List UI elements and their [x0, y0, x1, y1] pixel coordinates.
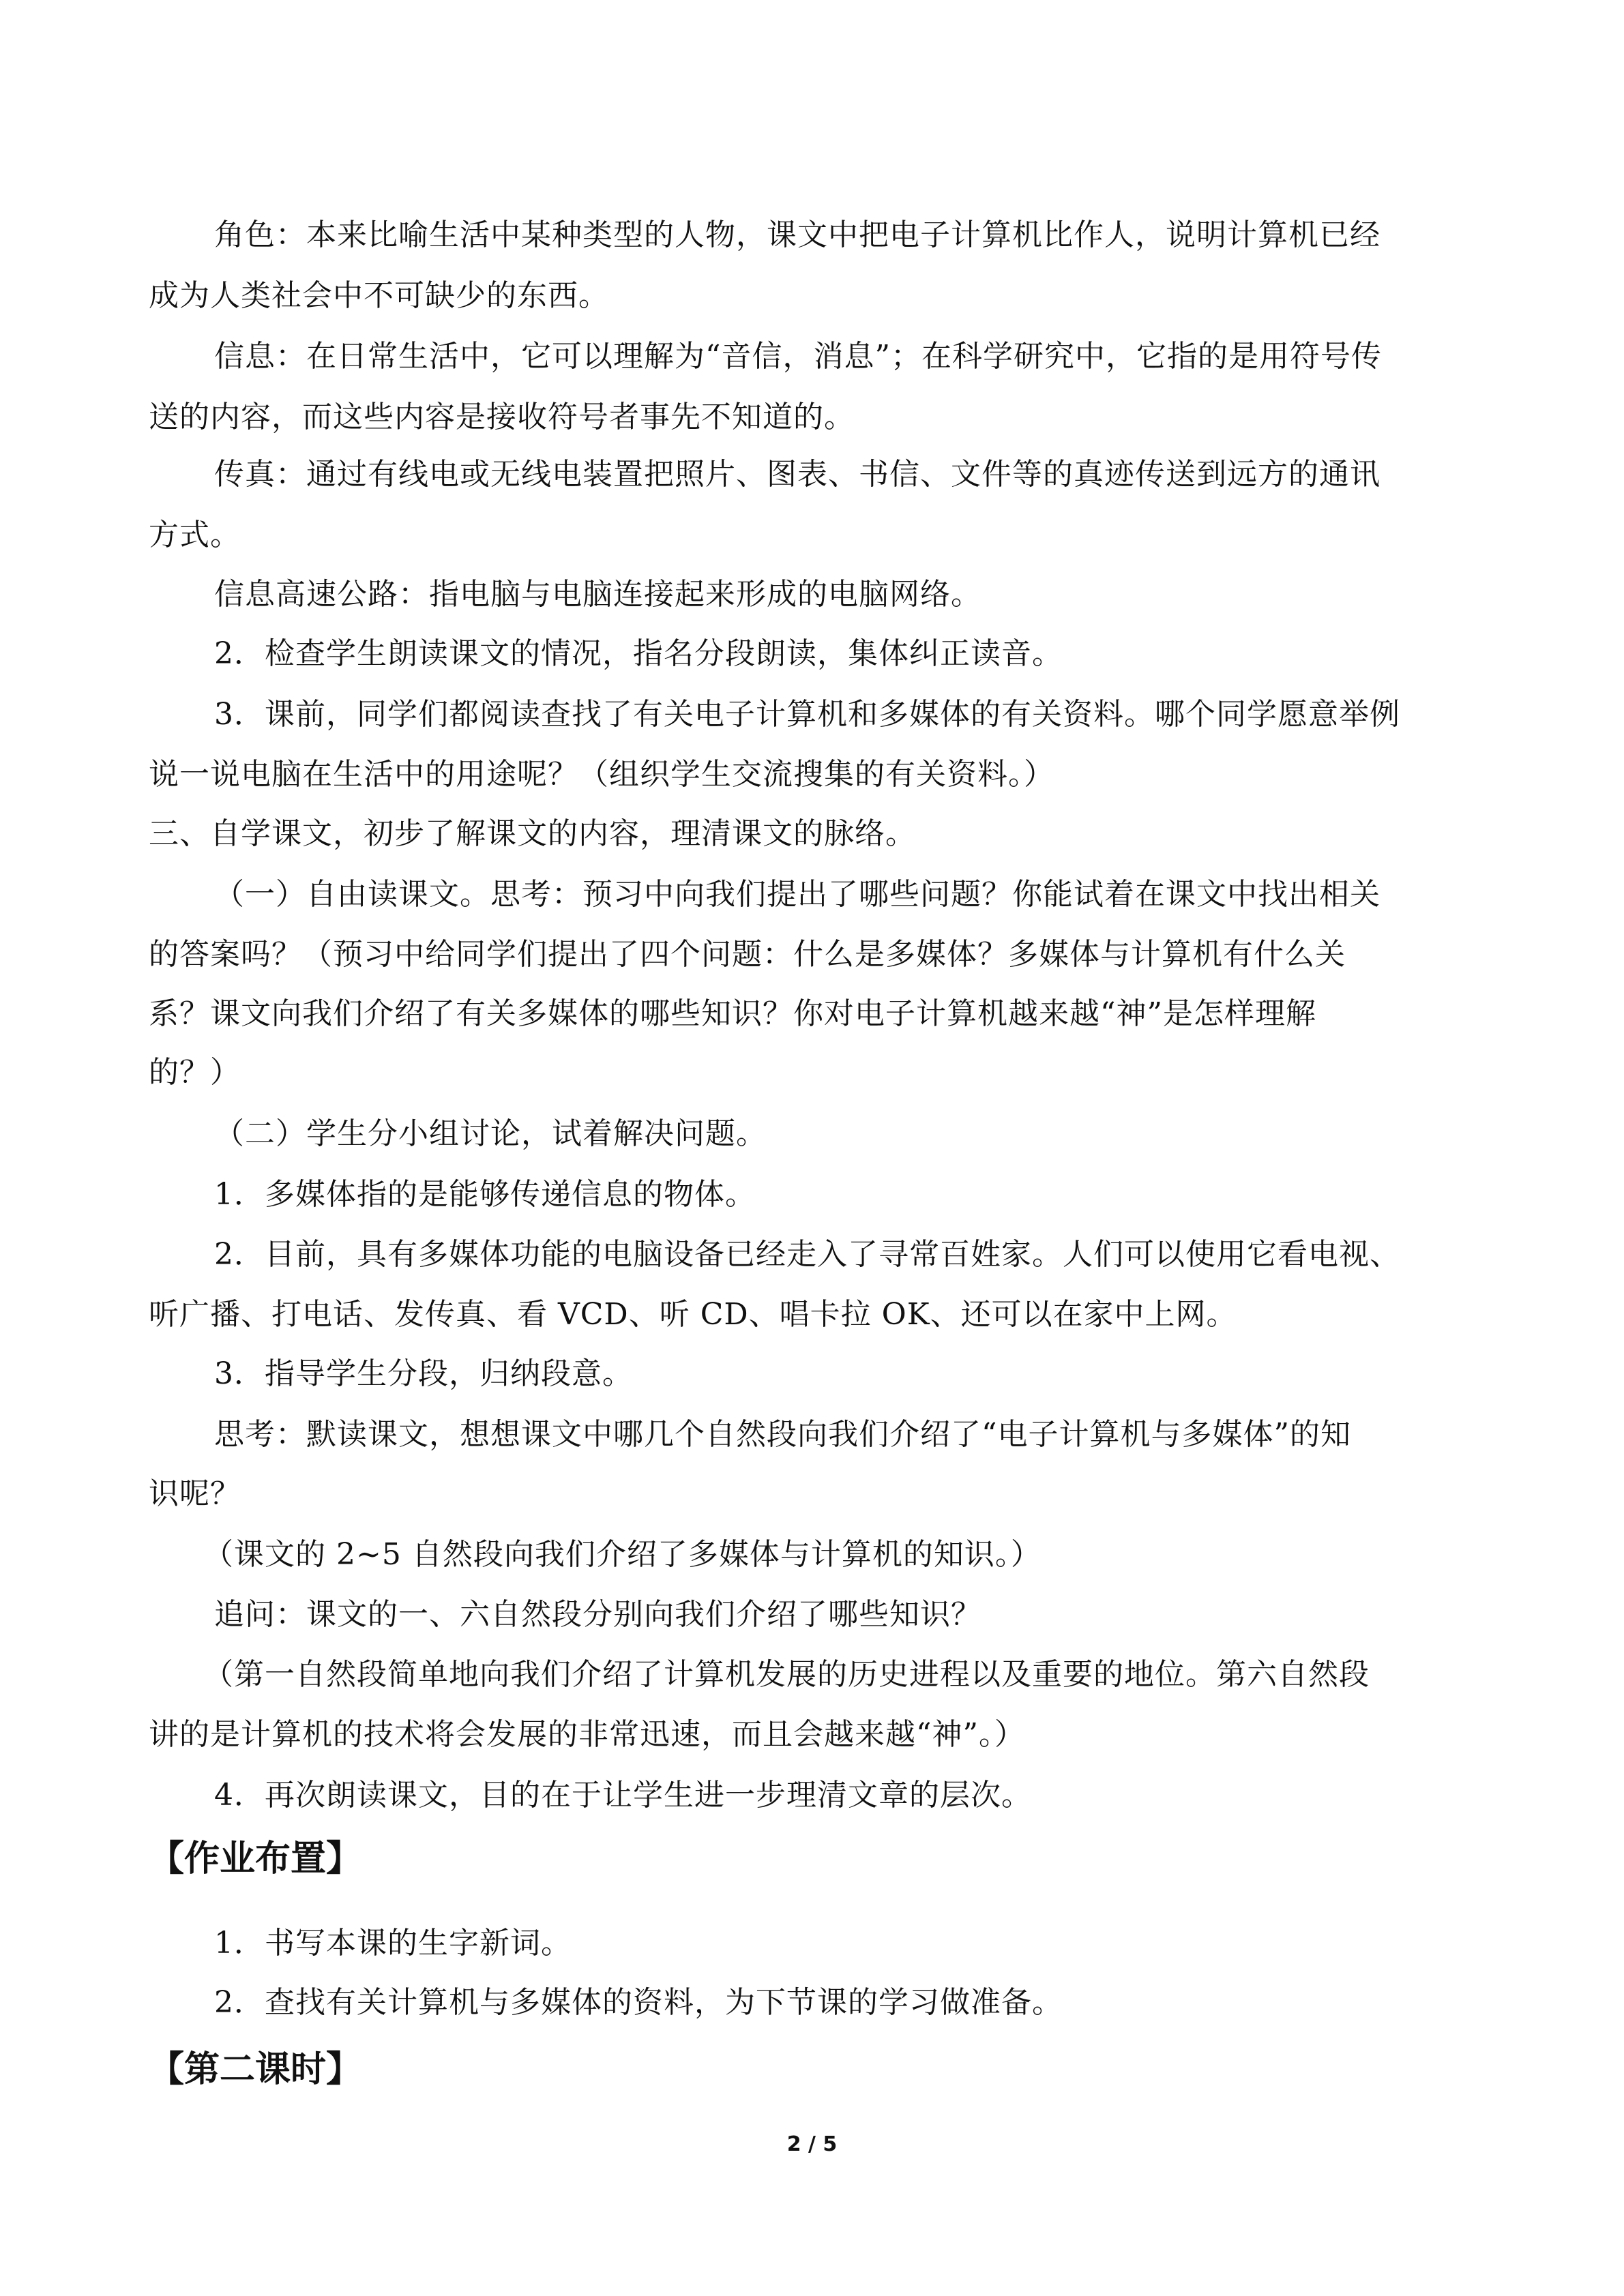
second-lesson-heading: 【第二课时】 — [149, 2049, 362, 2090]
paragraph-line: 送的内容，而这些内容是接收符号者事先不知道的。 — [149, 400, 855, 434]
paragraph-line: 的？） — [149, 1055, 241, 1090]
paragraph-line: 信息高速公路：指电脑与电脑连接起来形成的电脑网络。 — [214, 577, 981, 612]
paragraph-line: （课文的 2~5 自然段向我们介绍了多媒体与计算机的知识。） — [203, 1537, 1042, 1572]
paragraph-line: 传真：通过有线电或无线电装置把照片、图表、书信、文件等的真迹传送到远方的通讯 — [214, 457, 1381, 492]
paragraph-line: （二）学生分小组讨论，试着解决问题。 — [214, 1116, 767, 1151]
paragraph-line: 信息：在日常生活中，它可以理解为“音信，消息”；在科学研究中，它指的是用符号传 — [214, 339, 1382, 374]
paragraph-line: 4．再次朗读课文，目的在于让学生进一步理清文章的层次。 — [214, 1778, 1032, 1813]
paragraph-line: 讲的是计算机的技术将会发展的非常迅速，而且会越来越“神”。） — [149, 1717, 1025, 1752]
paragraph-line: 识呢？ — [149, 1476, 241, 1511]
paragraph-line: 角色：本来比喻生活中某种类型的人物，课文中把电子计算机比作人，说明计算机已经 — [214, 218, 1381, 252]
paragraph-line: （一）自由读课文。思考：预习中向我们提出了哪些问题？你能试着在课文中找出相关 — [214, 877, 1381, 912]
paragraph-line: 3．指导学生分段，归纳段意。 — [214, 1356, 633, 1391]
paragraph-line: 方式。 — [149, 518, 241, 552]
page-number: 2 / 5 — [786, 2132, 838, 2156]
paragraph-line: 的答案吗？（预习中给同学们提出了四个问题：什么是多媒体？多媒体与计算机有什么关 — [149, 937, 1346, 972]
paragraph-line: 说一说电脑在生活中的用途呢？（组织学生交流搜集的有关资料。） — [149, 757, 1054, 792]
paragraph-line: （第一自然段简单地向我们介绍了计算机发展的历史进程以及重要的地位。第六自然段 — [203, 1657, 1370, 1692]
section-line: 三、自学课文，初步了解课文的内容，理清课文的脉络。 — [149, 816, 916, 851]
paragraph-line: 2．检查学生朗读课文的情况，指名分段朗读，集体纠正读音。 — [214, 636, 1063, 671]
paragraph-line: 思考：默读课文，想想课文中哪几个自然段向我们介绍了“电子计算机与多媒体”的知 — [214, 1417, 1351, 1452]
paragraph-line: 听广播、打电话、发传真、看 VCD、听 CD、唱卡拉 OK、还可以在家中上网。 — [149, 1297, 1237, 1332]
homework-item: 2．查找有关计算机与多媒体的资料，为下节课的学习做准备。 — [214, 1985, 1063, 2020]
paragraph-line: 3．课前，同学们都阅读查找了有关电子计算机和多媒体的有关资料。哪个同学愿意举例 — [214, 697, 1400, 732]
paragraph-line: 1．多媒体指的是能够传递信息的物体。 — [214, 1177, 756, 1212]
homework-item: 1．书写本课的生字新词。 — [214, 1926, 572, 1960]
paragraph-line: 2．目前，具有多媒体功能的电脑设备已经走入了寻常百姓家。人们可以使用它看电视、 — [214, 1237, 1400, 1272]
paragraph-line: 系？课文向我们介绍了有关多媒体的哪些知识？你对电子计算机越来越“神”是怎样理解 — [149, 996, 1316, 1031]
homework-heading: 【作业布置】 — [149, 1838, 362, 1879]
paragraph-line: 成为人类社会中不可缺少的东西。 — [149, 278, 609, 313]
paragraph-line: 追问：课文的一、六自然段分别向我们介绍了哪些知识？ — [214, 1597, 981, 1632]
